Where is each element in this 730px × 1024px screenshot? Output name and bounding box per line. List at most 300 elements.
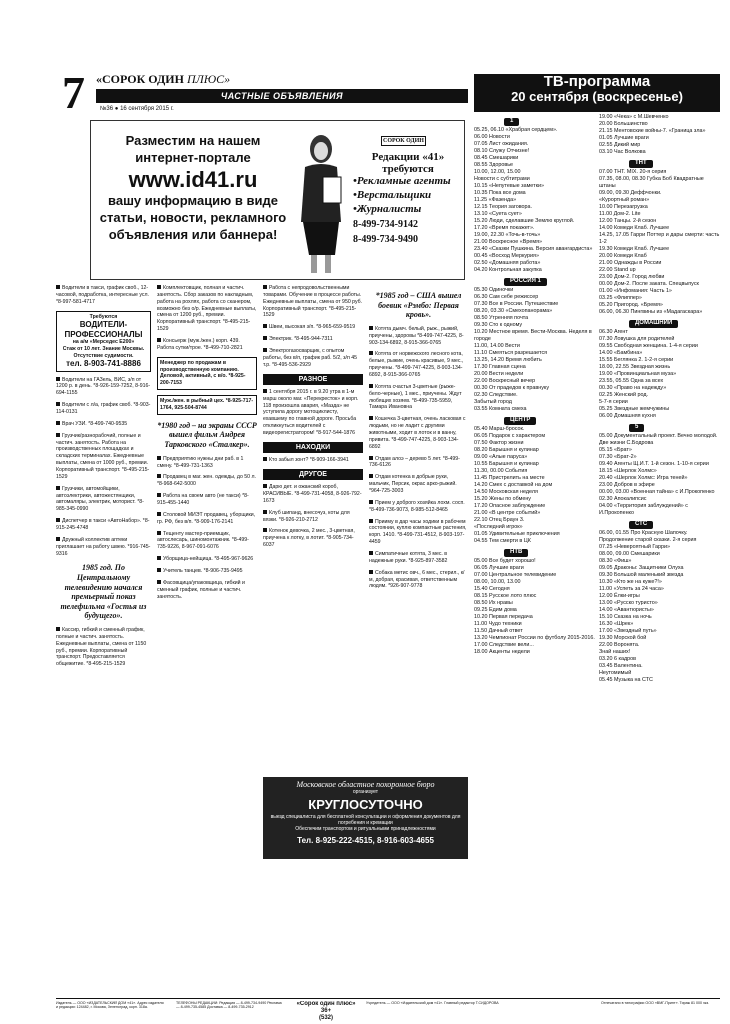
bullet-icon — [157, 568, 161, 572]
promo-line: вашу информацию в виде — [108, 193, 278, 209]
tv-listing: 15.20 Жены по обмену — [474, 496, 532, 503]
ad-text: Кассир, гибкий и сменный график, полные и частич. занятость. Ежедневные выплаты, смена от 1150 руб., премии. Корпоративный транспорт. Предоставляется общежитие. *8-495-215-1529 — [56, 627, 147, 668]
tv-listing: 09.30 Большой маленький звезда — [599, 572, 684, 579]
tv-listing: 21.00 «В центре событий» — [474, 510, 541, 517]
bullet-icon — [157, 512, 161, 516]
footer-brand: «Сорок один плюс» — [296, 1001, 356, 1007]
tv-listing: Знай наших! — [599, 649, 631, 656]
recruit-job: •Рекламные агенты — [353, 175, 451, 188]
classified-ad — [263, 285, 363, 319]
ad-text: Дружный коллектив аптеки приглашает на работу швею. *916-745-9316 — [56, 536, 151, 557]
bullet-icon — [369, 456, 373, 460]
tv-listing: 19.30 Комеди Клаб. Лучшее — [599, 246, 670, 253]
bullet-icon — [369, 351, 373, 355]
tv-listing: 09.30 Сто к одному — [474, 322, 523, 328]
ad-text: Столовой МИЭТ продавец, уборщики, гр. РФ, без в/п. *8-909-176-2141 — [157, 511, 256, 525]
classified-ad — [56, 402, 151, 416]
tv-listing: 11.30, 00.00 События — [474, 468, 528, 475]
tv-listing: 03.45 Валентина. — [599, 663, 643, 670]
tv-listing: 19.00 «Чека» с М.Шевченко — [599, 114, 669, 120]
ad-text: Фасовщица/упаковщица, гибкий и сменный график, полные и частич. занятость. — [157, 579, 245, 600]
channel-logo: ТНТ — [629, 160, 653, 168]
bullet-icon — [263, 336, 267, 340]
tv-listing: 16.30 «Шрек» — [599, 621, 634, 628]
tv-listing: 20.00 Комеди Клаб — [599, 253, 647, 260]
promo-line: интернет-портале — [135, 149, 251, 165]
tv-listing: 23.00 Дом-2. Город любви — [599, 274, 665, 281]
tv-listing: 10.30 «Кто же на куже?!» — [599, 579, 662, 586]
classified-ad — [157, 580, 257, 601]
tv-listing: 02.55 Дикий мир — [599, 142, 641, 149]
tv-listing: 17.00 «Звездный путь» — [599, 628, 657, 635]
tv-listing: 5-7-я серии — [599, 399, 628, 406]
tv-listing: 14.00 Комеди Клаб. Лучшее — [599, 225, 670, 232]
ad-text: 1 сентября 2015 г. в 9.20 утра в 1-м марш около маг. «Перекресток» и корп. 118 произошла авария, «Мазда» не уступила дорогу мотоциклисту, ехавшему по главной дороге. Просьба откликнуться водителей с видеорегистратором! *8-917-544-1876 — [263, 388, 359, 436]
bullet-icon — [369, 551, 373, 555]
tv-listing: 11.10 Смеяться разрешается — [474, 350, 548, 357]
funeral-desc: выезд специалиста для бесплатной консультации и оформления документов для погребения и кремации — [270, 814, 461, 826]
channel-logo: СТС — [629, 521, 653, 529]
bullet-icon — [369, 326, 373, 330]
editorial-phones: ТЕЛЕФОНЫ РЕДАКЦИИ: Редакция — 8-499-734-9490 Реклама — 8-499-735-4585 Доставка — 8-499-735-2912 — [176, 1001, 282, 1010]
classified-column-4 — [369, 285, 468, 997]
classified-ad — [157, 338, 257, 352]
tv-listing: 04.55 Тем смерти в ЦК — [474, 538, 531, 545]
bullet-icon — [56, 433, 60, 437]
classified-ad — [263, 457, 363, 464]
tv-listing: 18.00, 22.55 Звездная жизнь — [599, 364, 671, 371]
age-rating: 36+ — [320, 1008, 332, 1015]
ad-text: Котенок девочка, 2 мес., 3-цветная, приучена к лотку, в лотит. *8-905-734-6037 — [263, 528, 355, 549]
tv-listing: 09.05 Драконы: Защитники Олуха — [599, 565, 684, 572]
tv-listing: 05.15 «Брат» — [599, 447, 632, 454]
bullet-icon — [56, 486, 60, 490]
tv-listing: 07.00 ТНТ. MIX. 20-я серия — [599, 168, 667, 175]
tv-listing: «Последний игрок» — [474, 524, 523, 531]
promo-url[interactable]: www.id41.ru — [128, 166, 258, 192]
category-heading: НАХОДКИ — [263, 442, 363, 453]
tv-listing: 15.10 Сказка на ночь — [599, 614, 652, 621]
tv-listing: 06.30 Агент — [599, 329, 628, 336]
tv-listing: 08.20 Барышня и кулинар — [474, 447, 539, 454]
history-note: *1985 год – США вышел боевик «Рэмбо: Первая кровь». — [375, 291, 462, 320]
channel-logo: 5 — [629, 424, 644, 432]
funeral-bureau-ad — [263, 777, 468, 859]
category-heading: РАЗНОЕ — [263, 374, 363, 385]
tv-listing: 14.00 «Авантюристы» — [599, 607, 654, 614]
tv-listing: 21.00 Воскресное «Время» — [474, 239, 543, 246]
issue-info: №36 ● 16 сентября 2015 г. — [100, 106, 174, 112]
ad-text: Комплектовщик, полная и частич. занятость. Сбор заказов по накладным, работа на рохлях, работа со сканером, возможно без о/р. Ежедневные выплаты, смена от 1200 руб., премии. Корпоративный транспорт. *8-495-215-1529 — [157, 285, 257, 333]
funeral-title: Московское областное похоронное бюро — [296, 780, 435, 789]
tv-listing: 15.55 Беглянка 2. 1-2-я серии — [599, 357, 674, 364]
bullet-icon — [157, 556, 161, 560]
tv-header — [474, 74, 720, 112]
classified-ad — [369, 351, 468, 378]
tv-listing: 08.50 Утренняя почта — [474, 314, 529, 321]
tv-listing: 00.30 От прадедов к правнуку — [474, 385, 550, 392]
tv-listing: 12.00 Ёлки-игры — [599, 593, 640, 600]
promo-banner — [90, 120, 465, 280]
tv-listing: 14.50 Московская неделя — [474, 489, 538, 496]
bullet-icon — [157, 338, 161, 342]
tv-listing: 05.00 Документальный проект. Вечно молодой. Две жизни С.Бодрова — [599, 433, 718, 447]
classified-ad — [263, 484, 363, 505]
ad-text: Грузчики, автомойщики, автоэлектрики, автожестянщики, автомаляры, электрик, моторист. *8-985-345-0990 — [56, 485, 144, 513]
tv-date: 20 сентября (воскресенье) — [511, 88, 683, 104]
print-info: Отпечатано в типографии ООО «ВМГ-Принт». Тираж 81 000 экз. — [601, 1001, 710, 1005]
promo-line: Разместим на нашем — [125, 133, 261, 148]
driver-ad-line: на а/м «Мерседес E200» — [72, 338, 135, 345]
tv-listing: 18.15 «Шерлок Холмс» — [599, 468, 657, 475]
bullet-icon — [369, 519, 373, 523]
tv-listing: 07.30 Все в России. Путешествие — [474, 300, 559, 307]
recruit-phone[interactable]: 8-499-734-9142 — [353, 219, 418, 231]
classified-ad — [56, 518, 151, 532]
channel-logo: 1 — [504, 118, 519, 126]
tv-column-right — [599, 114, 720, 994]
recruit-logo: СОРОК ОДИН — [383, 138, 424, 144]
promo-line: статьи, новости, рекламного — [99, 210, 287, 226]
boxed-ad: Муж./жен. в рыбный цех. *8-925-717-1764, 925-504-8744 — [157, 395, 257, 415]
tv-listing: 11.25 «Фазенда» — [474, 196, 517, 203]
bullet-icon — [56, 377, 60, 381]
tv-listing: 06.00 Домашняя кухня — [599, 413, 656, 420]
tv-listing: 21.15 Ментовские войны-7. «Граница зла» — [599, 128, 706, 135]
classified-ad — [56, 537, 151, 558]
classified-ad — [369, 500, 468, 514]
bullet-icon — [369, 416, 373, 420]
tv-listing: 11.00 Дом-2. Lite — [599, 210, 641, 217]
tv-title: ТВ-программа — [543, 73, 651, 90]
classified-ad — [263, 336, 363, 343]
classified-ad — [263, 348, 363, 369]
classified-ad — [369, 551, 468, 565]
tv-listing: 19.30 Морской бой — [599, 635, 647, 642]
classified-ad — [157, 512, 257, 526]
tv-column-left — [474, 114, 595, 994]
tv-listing: 08.30 «Фиш» — [599, 558, 632, 565]
ad-text: Отдам алоэ – дерево 5 лет. *8-499-736-6126 — [369, 455, 460, 469]
ad-text: Кошечка 3-цветная, очень ласковая с людьми, но не ладит с другими животными, ходит в лоток и в ванну, привита. *8-499-747-4225, 8-903-134-6892 — [369, 416, 466, 450]
bullet-icon — [369, 570, 373, 574]
bullet-icon — [263, 457, 267, 461]
tv-listing: 07.05 Лист ожидания. — [474, 140, 529, 147]
tv-listing: 22.10 Отец Браун 3. — [474, 517, 525, 524]
tv-listing: 01.00 «Инфомания: Часть 1» — [599, 288, 672, 295]
ad-text: Консьерж (муж./жен.) корп. 439. Работа сутки/трое. *8-499-710-2821 — [157, 338, 243, 351]
tv-listing: 06.05 Лучшие враги — [474, 565, 524, 572]
tv-listing: 05.00 Все будет хорошо! — [474, 558, 536, 565]
recruitment-ad — [353, 129, 463, 245]
ad-text: Симпатичные котята, 3 мес. в надежные руки. *8-925-897-3582 — [369, 550, 448, 564]
classified-ad — [157, 556, 257, 563]
bullet-icon — [157, 474, 161, 478]
classifieds-area — [56, 285, 468, 997]
bullet-icon — [157, 285, 161, 289]
bullet-icon — [157, 456, 161, 460]
bullet-icon — [369, 500, 373, 504]
tv-listing: 05.20 Пригород. «Бремя» — [599, 302, 663, 309]
woman-photo-icon — [287, 127, 351, 277]
tv-listing: 19.00 «Провинциальная муза» — [599, 371, 677, 378]
tv-listing: 15.40 Сегодня — [474, 586, 510, 593]
bullet-icon — [56, 537, 60, 541]
classified-ad — [369, 326, 468, 347]
tv-listing: 11.00 Чудо техники — [474, 621, 522, 628]
tv-listing: 06.00, 01.55 Про Красную Шапочку. Продолжение старой сказки. 2-я серия — [599, 530, 697, 544]
tv-listing: 23.55, 05.55 Одна за всех — [599, 378, 664, 385]
ad-text: Водители в такси, график своб., 12-часовой, подработка, интересные усл. *8-997-581-4717 — [56, 285, 149, 305]
funeral-desc: Обеспечим транспортом и ритуальными принадлежностями — [295, 826, 436, 832]
ad-text: Котята дымч. белый, рыж., рыжий, приучены, здоровы *8-499-747-4225, 8-903-134-6892, 8-915-366-0765 — [369, 325, 464, 346]
classified-ad — [369, 474, 468, 495]
classified-ad — [157, 285, 257, 333]
tv-listing: 05.25 Звездные жемчужины — [599, 406, 670, 413]
classified-ad — [56, 285, 151, 306]
tv-listing: 01.05 Удивительные приключения — [474, 531, 560, 538]
bullet-icon — [56, 285, 60, 289]
classified-ad — [157, 474, 257, 488]
tv-listing: 03.55 Комната смеха — [474, 406, 527, 413]
funeral-phone[interactable]: Тел. 8-925-222-4515, 8-916-603-4655 — [297, 836, 434, 845]
tv-listing: 08.50 Их нравы — [474, 600, 513, 607]
history-note: *1980 год – на экраны СССР вышел фильм Андрея Тарковского «Сталкер». — [157, 420, 257, 450]
ad-text: Предприятию нужны дни раб. в 1 смену. *8-499-731-1363 — [157, 455, 244, 469]
tv-listing: 17.30 Главная сцена — [474, 364, 526, 371]
bullet-icon — [263, 285, 267, 289]
tv-listing: 00.00, 03.00 «Военная тайна» с И.Прокопенко — [599, 489, 715, 496]
driver-ad-line: Требуются — [89, 313, 118, 320]
tv-listing: 17.00 Следствие вели... — [474, 642, 534, 649]
ad-text: Кто забыл зонт? *8-909-166-3941 — [269, 457, 349, 464]
tv-listing: 09.55 Свободная женщина. 1-4-я серии — [599, 343, 698, 350]
classified-ad — [263, 389, 363, 437]
tv-listing: 03.25 «Флиппер» — [599, 295, 642, 302]
tv-listing: 15.20 Люди, сделавшие Землю круглой. — [474, 218, 575, 224]
classified-column-2 — [157, 285, 257, 997]
ad-text: Прииму в дар часы ходики в рабочем состоянии, куплю компактные растения, корп. 1410. *8-499-731-4512, 8-903-197-4459 — [369, 518, 467, 546]
ad-text: Отдам котенка в добрые руки, мальчик, Персик, окрас арко-рыжий. *964-725-3003 — [369, 474, 457, 494]
tv-listing: 07.30 Ловушка для родителей — [599, 336, 675, 343]
tv-listing: 10.00 Перезагрузка — [599, 203, 648, 210]
tv-listing: 10.15 «Непутевые заметки» — [474, 182, 544, 189]
issue-number: (532) — [318, 1015, 333, 1022]
tv-listing: 20.40 «Шерлок Холмс: Игра теней» — [599, 475, 688, 482]
tv-listing: 22.00 Stand up — [599, 267, 636, 274]
tv-listing: 11.45 Пристрелить на месте — [474, 475, 545, 482]
bullet-icon — [56, 402, 60, 406]
ad-text: Тещенту мастер-приемщик, автослесарь, шиномонтажник. *8-499-735-9226, 8-967-091-6076 — [157, 530, 249, 551]
classified-ad — [157, 568, 257, 575]
classified-ad — [369, 416, 468, 450]
classified-ad — [263, 510, 363, 524]
classified-ad — [56, 627, 151, 668]
tv-listing: 06.05 Подарок с характером — [474, 433, 546, 440]
bullet-icon — [157, 531, 161, 535]
classified-ad — [369, 384, 468, 411]
tv-listing: 07.30 «Брат-2» — [599, 454, 637, 461]
ad-text: Прием у доброго хозяйка лохм. сосп. *8-499-736-9073, 8-985-512-8465 — [369, 499, 465, 513]
classified-ad — [263, 528, 363, 549]
recruit-phone[interactable]: 8-499-734-9490 — [353, 233, 418, 245]
classified-ad — [157, 493, 257, 507]
tv-listing: 20.00 Большинство — [599, 121, 648, 128]
tv-listing: 08.10 Служу Отчизне! — [474, 147, 530, 154]
ad-text: Работа на своем авто (не такси) *8-915-455-1440 — [157, 493, 249, 506]
category-heading: ДРУГОЕ — [263, 469, 363, 480]
classified-ad — [56, 421, 151, 428]
ad-text: Врач УЗИ. *8-499-740-9535 — [62, 420, 128, 427]
tv-listing: 08.00, 10.00, 13.00 — [474, 579, 521, 586]
bullet-icon — [263, 348, 267, 352]
tv-listing: Забытый город — [474, 399, 512, 406]
tv-listing: 04.20 Контрольная закупка — [474, 267, 542, 274]
channel-logo: НТВ — [504, 549, 528, 557]
funeral-headline: КРУГЛОСУТОЧНО — [308, 797, 423, 812]
ad-text: Водители на ГАЗель, ВИС, з/п от 1200 р. в день. *8-926-159-7252, 8-916-694-1155 — [56, 376, 151, 397]
classified-column-3 — [263, 285, 363, 997]
tv-listing: 02.50 «Домашняя работа» — [474, 260, 541, 267]
section-title: ЧАСТНЫЕ ОБЪЯВЛЕНИЯ — [96, 89, 468, 103]
bullet-icon — [263, 324, 267, 328]
bullet-icon — [263, 389, 267, 393]
recruit-job: •Журналисты — [353, 202, 422, 215]
footer-logo — [296, 1001, 356, 1023]
page-number: 7 — [62, 67, 85, 118]
tv-listing: 19.00, 22.30 «Точь-в-точь» — [474, 232, 541, 239]
tv-listing: 06.30 Сам себе режиссер — [474, 293, 539, 300]
tv-schedule — [474, 114, 720, 994]
ad-text: Уборщица-нейщица. *8-495-967-9626 — [163, 556, 254, 563]
promo-line: объявления или баннера! — [108, 226, 278, 242]
tv-listing: 08.00, 09.00 Смешарики — [599, 551, 660, 558]
newspaper-brand: «СОРОК ОДИН ПЛЮС» — [96, 72, 231, 86]
tv-listing: 14.25, 17.05 Гарри Поттер и дары смерти: часть 1-2 — [599, 232, 720, 246]
ad-text: Швеи, высокая з/п. *8-965-659-9519 — [269, 324, 356, 331]
tv-listing: 05.40 Марш-бросок. — [474, 426, 525, 432]
ad-text: Учитель танцев. *8-906-735-9495 — [163, 567, 243, 574]
tv-listing: 14.20 Смех с доставкой на дом — [474, 482, 553, 489]
ad-text: Электрогазосварщик, с опытом работы, без в/п, график раб. 5/2, з/п 45 т.р. *8-495-536-2929 — [263, 348, 357, 368]
classified-ad — [369, 456, 468, 470]
tv-listing: 05.30 Одиночки — [474, 286, 514, 293]
tv-listing: 01.05 Лучшие враги — [599, 135, 649, 142]
tv-listing: 11.00 «Успеть за 24 часа» — [599, 586, 664, 593]
bullet-icon — [157, 580, 161, 584]
tv-listing: 03.10 Час Волкова — [599, 149, 646, 156]
ad-text: Грузчик/разнорабочий, полные и частич. занятость. Работа на производственных площадках и складских терминалах. Ежедневные выплаты, смена от 1000 руб., премии. Корпоративный транспорт. *8-495-215-1529 — [56, 432, 150, 480]
classified-ad — [157, 456, 257, 470]
history-note: 1985 год. По Центральному телевидению начался премьерный показ телефильма «Гостья из будущего». — [60, 563, 147, 621]
tv-listing: 22.00 Воскресный вечер — [474, 378, 536, 385]
tv-listing: 23.00 Добров в эфире — [599, 482, 655, 489]
tv-listing: 06.00 Новости — [474, 133, 510, 140]
tv-listing: 06.00, 06.30 Пингвины из «Мадагаскара» — [599, 309, 703, 316]
ad-text: Котята от норвежского лесного кота, белые, рыжие, очень красивые, 9 мес., приучены. *8-499-747-4225, 8-903-134-6892, 8-915-366-0765 — [369, 351, 464, 378]
classified-column-1 — [56, 285, 151, 997]
channel-logo: РОССИЯ 1 — [504, 278, 547, 286]
tv-listing: 10.20 Первая передача — [474, 614, 533, 621]
driver-ad-line[interactable]: тел. 8-903-741-8886 — [66, 359, 141, 369]
tv-listing: 20.00 Вести недели — [474, 371, 524, 378]
classified-ad — [369, 570, 468, 591]
tv-listing: 00.30 «Право на надежду» — [599, 385, 667, 392]
tv-listing: 07.35, 08.00, 08.30 Губка Боб Квадратные штаны — [599, 175, 704, 189]
recruit-job: •Верстальщики — [353, 188, 432, 201]
tv-listing: 12.15 Теория заговора. — [474, 203, 533, 210]
tv-listing: 23.40 «Сказки Пушкина. Версия авангардиста» — [474, 246, 593, 253]
tv-listing: 02.25 Женский род. — [599, 392, 648, 399]
ad-text: Работа с непродовольственными товарами. Обучение в процессе работы. Ежедневные выплаты, смена от 950 руб. Корпоративный транспорт. *8-495-215-1529 — [263, 285, 363, 319]
ad-text: Электрик. *8-495-944-7311 — [269, 336, 333, 343]
bullet-icon — [56, 518, 60, 522]
tv-listing: 11.50 Дачный ответ — [474, 628, 523, 635]
tv-listing: 08.45 Смешарики — [474, 154, 519, 161]
classified-ad — [56, 486, 151, 513]
driver-ad-line: ВОДИТЕЛИ-ПРОФЕССИОНАЛЫ — [64, 320, 143, 339]
tv-listing: Новости с субтитрами — [474, 175, 530, 182]
ad-text: Котята счастья 3-цветные (рыже-бело-черные), 1 мес., приучены. Ждут любящих хозяев. *8-499-735-5959, Тамара Ивановна — [369, 383, 462, 411]
tv-listing: 07.50 Фактор жизни — [474, 440, 524, 447]
driver-ad-line: Стаж от 10 лет. Знание Москвы. Отсутствие судимости. — [62, 345, 145, 359]
bullet-icon — [56, 421, 60, 425]
founder-info: Учредитель — ООО «Издательский дом «41». Главный редактор Т.СИДОРОВА — [366, 1001, 499, 1005]
bullet-icon — [369, 384, 373, 388]
tv-listing: 14.00 «Бамбина» — [599, 350, 643, 357]
ad-text: Собака метис овч., 6 мес., стерил., к/м, добрая, красивая, ответственным людям. *926-907-9778 — [369, 569, 465, 590]
ad-text: Клуб шипанд, внесочуз, коты для вязки. *8-926-210-2712 — [263, 509, 350, 523]
tv-listing: 09.00 «Алые паруса» — [474, 454, 528, 461]
funeral-sub: организует — [352, 789, 379, 795]
bullet-icon — [263, 510, 267, 514]
tv-listing: 12.00 Танцы. 2-й сезон — [599, 218, 657, 224]
tv-listing: 13.25, 14.20 Время любить — [474, 357, 542, 364]
classified-ad — [369, 519, 468, 546]
tv-listing: 05.25, 06.10 «Храбрая сердцем». — [474, 126, 558, 133]
ad-text: Продавец в маг. жен. одежды, до 50 л. *8-968-642-5000 — [157, 474, 256, 488]
tv-listing: 21.00 Однажды в России — [599, 260, 662, 267]
ad-text: Дарю дет. и ожанский короб, КРАСИВЫЕ. *8-499-731-4058, 8-926-792-1673 — [263, 484, 362, 504]
classified-ad — [56, 433, 151, 481]
classified-ad — [56, 377, 151, 398]
tv-listing: 08.20, 03.30 «Смехопанорама» — [474, 307, 553, 314]
tv-listing: 07.25 «Невероятный Гарри» — [599, 544, 671, 551]
bullet-icon — [369, 474, 373, 478]
tv-listing: 11.00, 14.00 Вести — [474, 343, 520, 350]
tv-listing: 08.55 Здоровье — [474, 161, 514, 168]
tv-listing: 22.00 Воронята. — [599, 642, 640, 649]
tv-listing: 00.00 Дом-2. После заката. Спецвыпуск — [599, 281, 699, 288]
tv-listing: «Курортный роман» — [599, 196, 650, 203]
tv-listing: 13.20 Чемпионат России по футболу 2015-2016. — [474, 635, 595, 642]
tv-listing: 09.25 Едим дома — [474, 607, 517, 614]
tv-listing: Неутомимый — [599, 670, 632, 677]
bullet-icon — [56, 627, 60, 631]
classified-ad — [157, 531, 257, 552]
tv-listing: 10.20 Местное время. Вести-Москва. Неделя в городе — [474, 329, 592, 343]
tv-listing: 07.00 Центральное телевидение — [474, 572, 557, 579]
classified-ad — [263, 324, 363, 331]
page-footer — [56, 998, 720, 1022]
tv-listing: 10.00, 12.00, 15.00 — [474, 168, 521, 175]
ad-text: Водители с л/а, график своб. *8-903-114-0131 — [56, 402, 151, 416]
tv-listing: 18.00 Акценты недели — [474, 649, 530, 656]
tv-listing: 09.40 Агенты Щ.И.Т. 1-й сезон. 1-10-я серии — [599, 461, 709, 468]
tv-listing: 17.20 «Время покажет». — [474, 225, 535, 232]
tv-listing: 10.55 Барышня и кулинар — [474, 461, 539, 468]
bullet-icon — [263, 484, 267, 488]
